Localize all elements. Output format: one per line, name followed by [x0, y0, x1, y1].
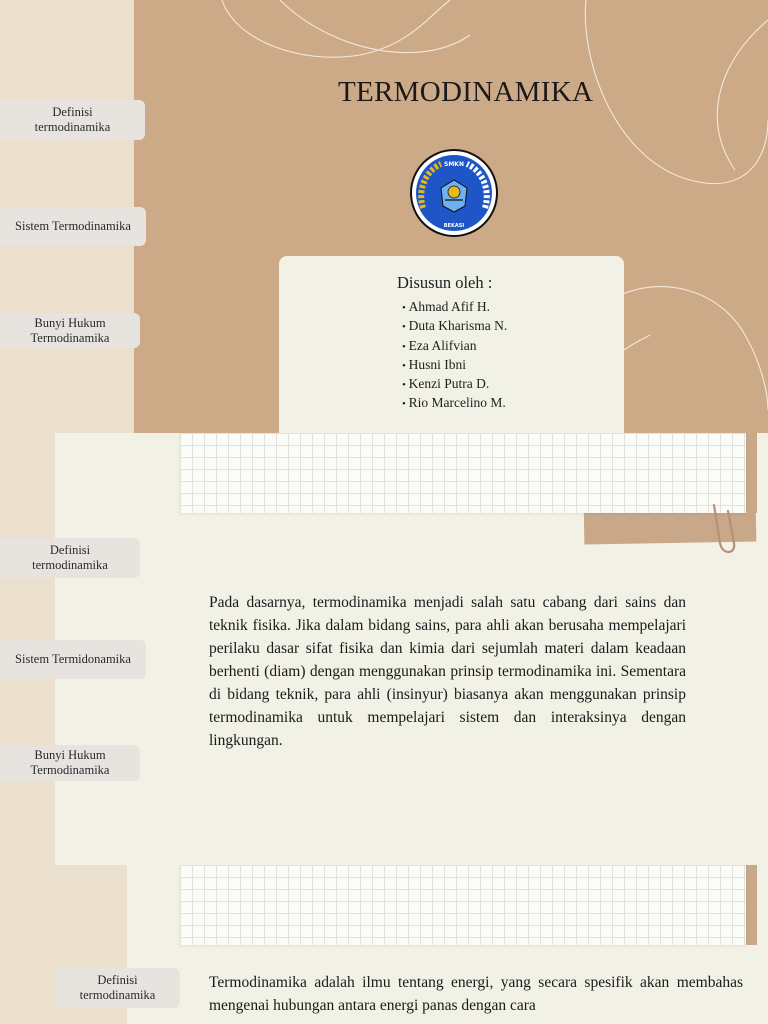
authors-list — [402, 298, 507, 414]
nav-tab-bunyi-hukum[interactable] — [0, 745, 140, 781]
authors-card — [279, 256, 624, 433]
authors-heading: Disusun oleh : — [397, 273, 493, 292]
nav-tab-label: Bunyi Hukum Termodinamika — [30, 315, 110, 345]
slide-energy — [0, 865, 768, 1024]
nav-tab-label: Bunyi Hukum Termodinamika — [30, 748, 110, 777]
slide-title — [0, 0, 768, 433]
nav-tab-sistem[interactable] — [0, 207, 146, 246]
logo-top-text: SMKN — [444, 161, 464, 168]
nav-tab-label: Definisi termodinamika — [32, 543, 108, 572]
logo-bottom-text: BEKASI — [443, 223, 465, 229]
grid-paper-note — [180, 865, 746, 945]
energy-paragraph: Termodinamika adalah ilmu tentang energi, yang secara spesifik akan membahas mengenai hubungan antara energi panas dengan cara — [209, 974, 743, 1014]
page-title: TERMODINAMIKA — [338, 76, 594, 108]
grid-paper-note — [180, 433, 746, 513]
author-item: • Kenzi Putra D. — [402, 375, 507, 394]
nav-tab-definisi[interactable] — [0, 538, 140, 578]
kraft-paper-strip — [745, 865, 757, 945]
nav-tab-definisi[interactable] — [0, 100, 145, 140]
nav-tab-label: Sistem Termodinamika — [15, 219, 131, 233]
author-item: • Duta Kharisma N. — [402, 317, 507, 336]
definition-paragraph: Pada dasarnya, termodinamika menjadi salah satu cabang dari sains dan teknik fisika. Jika dalam bidang sains, para ahli akan berusaha mempelajari perilaku dasar sifat fisika dan kimia dari sejumlah materi dalam keadaan berhenti (diam) dengan menggunakan prinsip termodinamika ini. Sementara di bidang teknik, para ahli (insinyur) biasanya akan menggunakan prinsip termodinamika untuk mempelajari sistem dan interaksinya dengan lingkungan. — [209, 594, 686, 749]
paperclip-icon — [704, 503, 740, 559]
nav-tab-label: Definisi termodinamika — [34, 105, 111, 134]
nav-tab-sistem[interactable] — [0, 640, 146, 679]
author-item: • Husni Ibni — [402, 356, 507, 375]
nav-tab-label: Sistem Termidonamika — [15, 652, 131, 666]
school-emblem-icon — [405, 148, 503, 238]
slide-definition — [0, 433, 768, 865]
author-item: • Ahmad Afif H. — [402, 298, 507, 317]
nav-tab-label: Definisi termodinamika — [79, 973, 156, 1002]
author-item: • Eza Alifvian — [402, 337, 507, 356]
nav-tab-definisi[interactable] — [55, 968, 180, 1008]
nav-tab-bunyi-hukum[interactable] — [0, 313, 140, 348]
author-item: • Rio Marcelino M. — [402, 394, 507, 413]
kraft-paper-strip — [745, 433, 757, 513]
